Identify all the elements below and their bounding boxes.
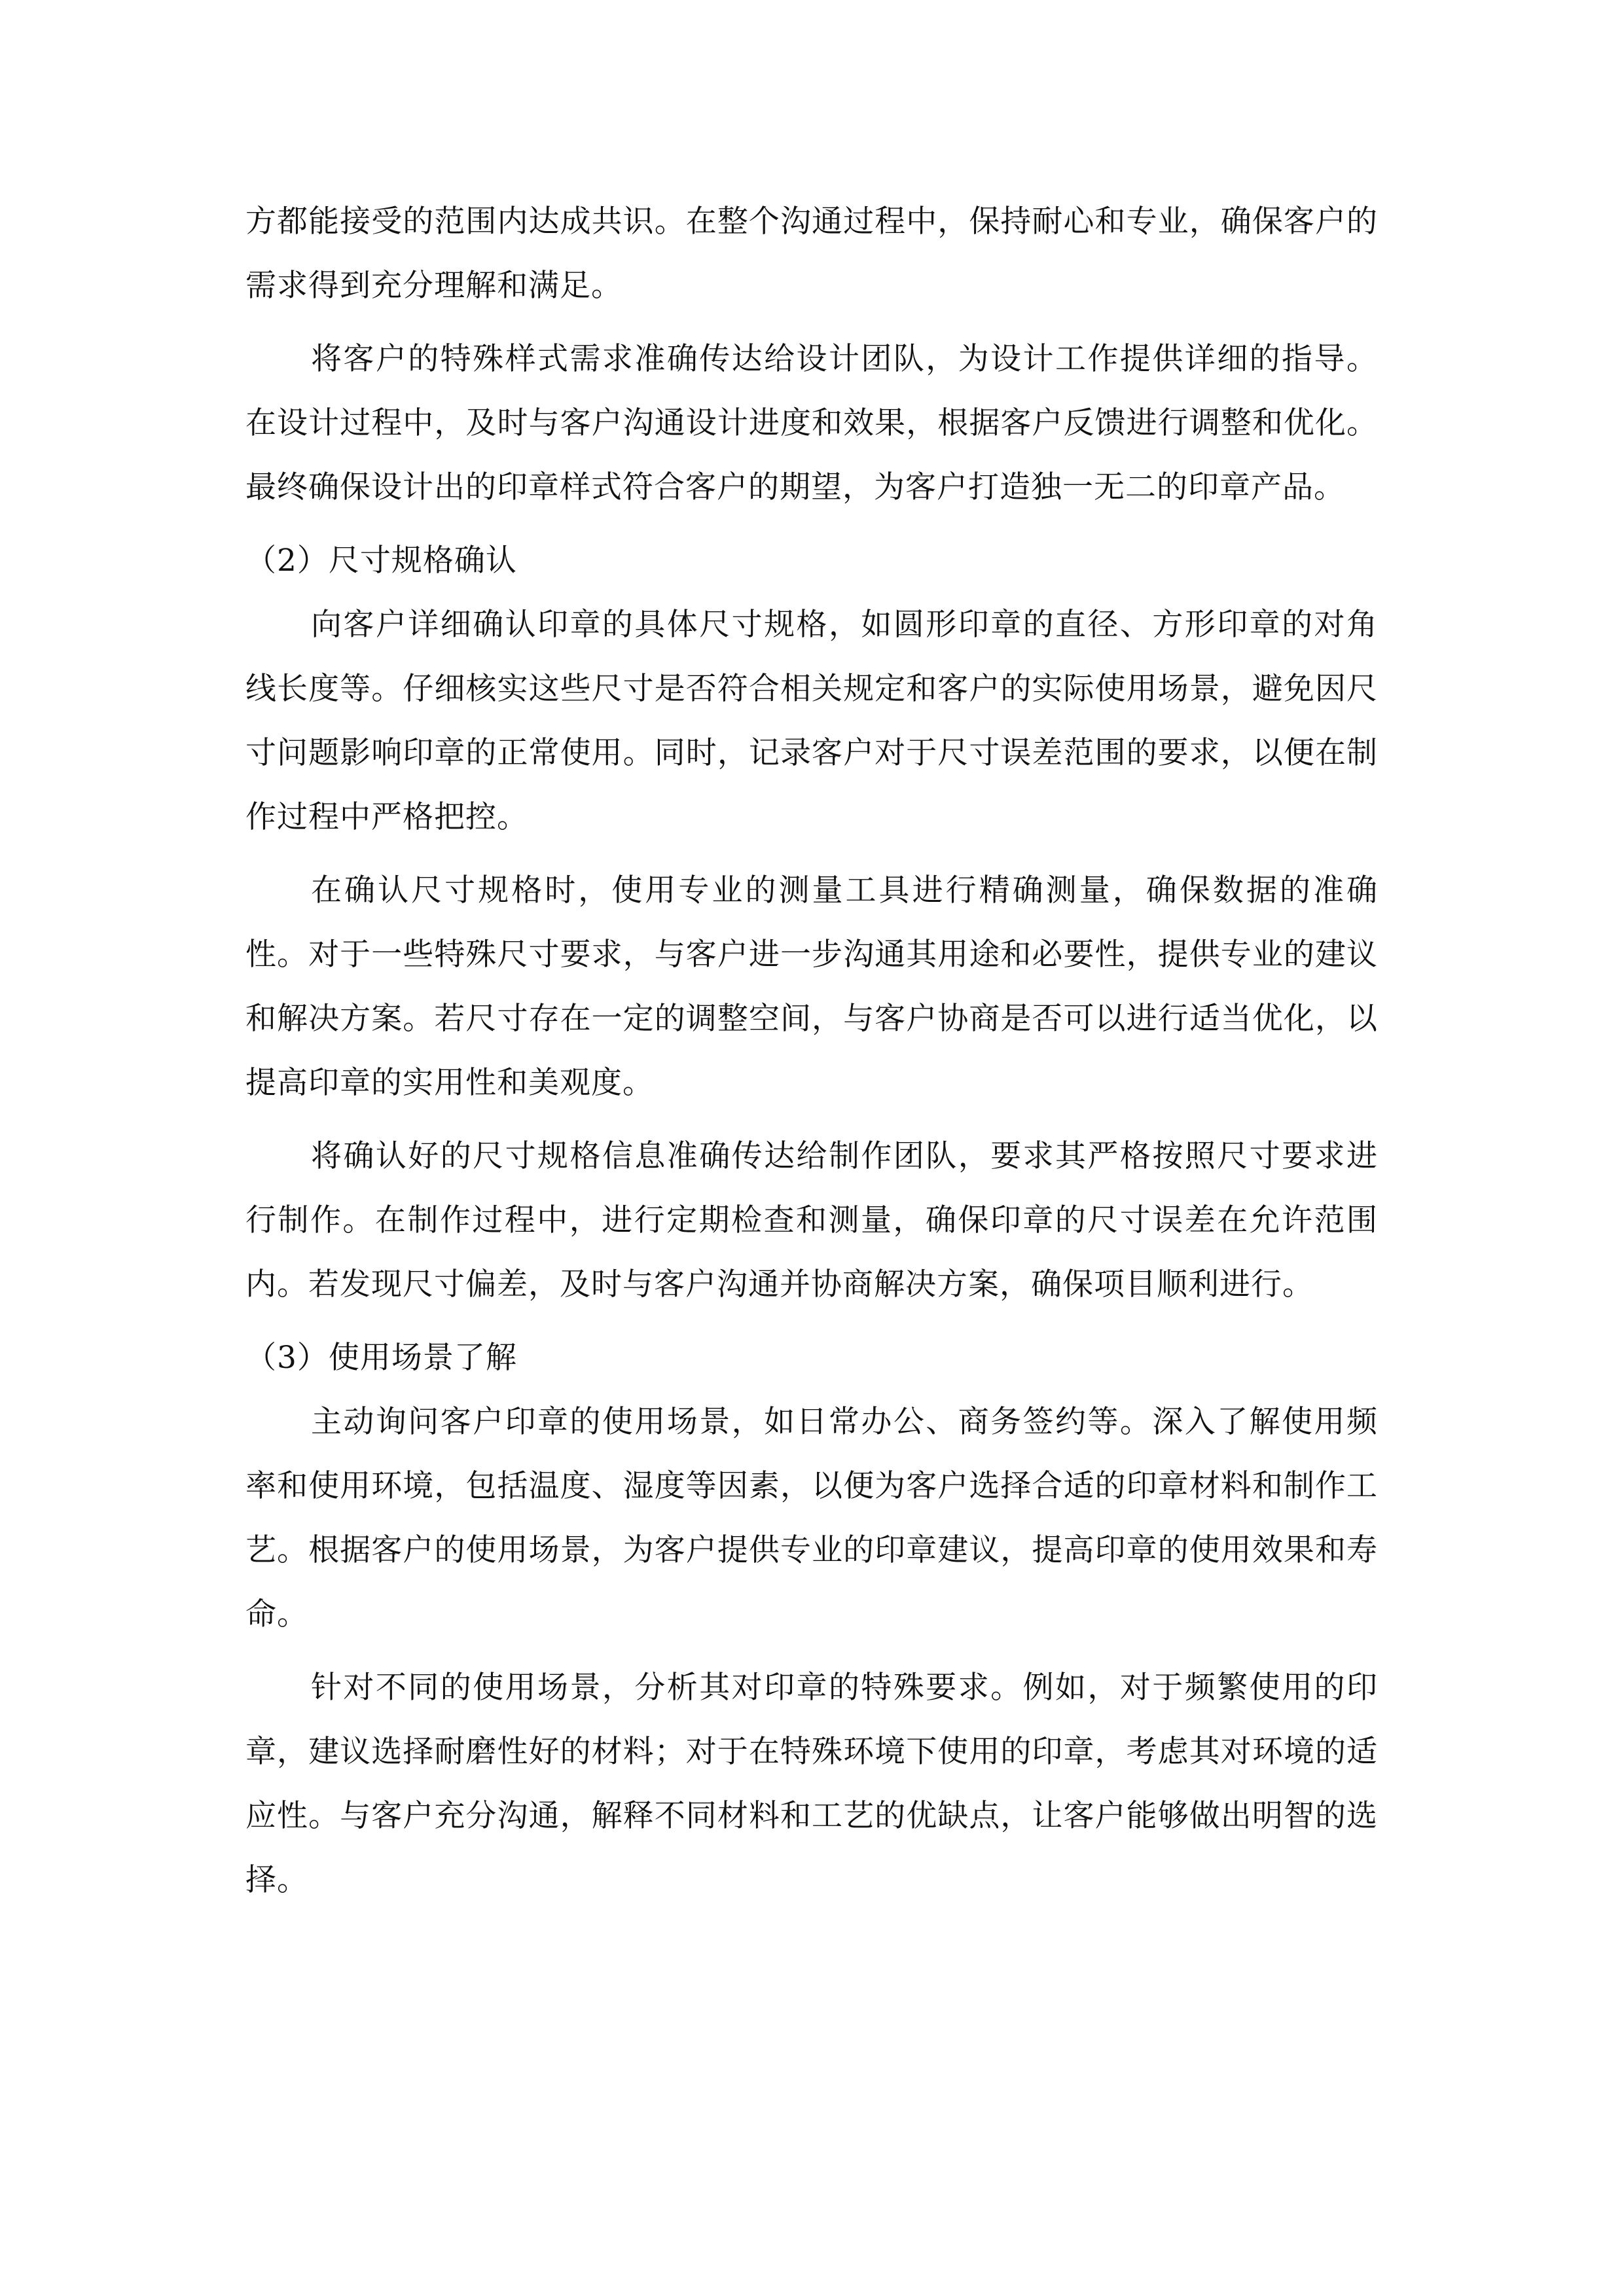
paragraph-design-handoff: 将客户的特殊样式需求准确传达给设计团队，为设计工作提供详细的指导。在设计过程中，及时与客户沟通设计进度和效果，根据客户反馈进行调整和优化。最终确保设计出的印章样式符合客户的期望，为客户打造独一无二的印章产品。 bbox=[245, 341, 1378, 505]
paragraph-size-measurement: 在确认尺寸规格时，使用专业的测量工具进行精确测量，确保数据的准确性。对于一些特殊尺寸要求，与客户进一步沟通其用途和必要性，提供专业的建议和解决方案。若尺寸存在一定的调整空间，与客户协商是否可以进行适当优化，以提高印章的实用性和美观度。 bbox=[245, 872, 1378, 1101]
document-body bbox=[245, 190, 1378, 1922]
paragraph-usage-inquiry: 主动询问客户印章的使用场景，如日常办公、商务签约等。深入了解使用频率和使用环境，包括温度、湿度等因素，以便为客户选择合适的印章材料和制作工艺。根据客户的使用场景，为客户提供专业的印章建议，提高印章的使用效果和寿命。 bbox=[245, 1404, 1378, 1632]
paragraph-size-details: 向客户详细确认印章的具体尺寸规格，如圆形印章的直径、方形印章的对角线长度等。仔细核实这些尺寸是否符合相关规定和客户的实际使用场景，避免因尺寸问题影响印章的正常使用。同时，记录客户对于尺寸误差范围的要求，以便在制作过程中严格把控。 bbox=[245, 607, 1378, 835]
section-heading-usage-scenario: （3）使用场景了解 bbox=[245, 1340, 517, 1376]
paragraph-consensus-continuation: 方都能接受的范围内达成共识。在整个沟通过程中，保持耐心和专业，确保客户的需求得到充分理解和满足。 bbox=[245, 204, 1378, 304]
section-heading-size-confirmation: （2）尺寸规格确认 bbox=[245, 543, 517, 579]
paragraph-size-production: 将确认好的尺寸规格信息准确传达给制作团队，要求其严格按照尺寸要求进行制作。在制作过程中，进行定期检查和测量，确保印章的尺寸误差在允许范围内。若发现尺寸偏差，及时与客户沟通并协商解决方案，确保项目顺利进行。 bbox=[245, 1138, 1378, 1302]
paragraph-usage-requirements: 针对不同的使用场景，分析其对印章的特殊要求。例如，对于频繁使用的印章，建议选择耐磨性好的材料；对于在特殊环境下使用的印章，考虑其对环境的适应性。与客户充分沟通，解释不同材料和工艺的优缺点，让客户能够做出明智的选择。 bbox=[245, 1670, 1378, 1898]
